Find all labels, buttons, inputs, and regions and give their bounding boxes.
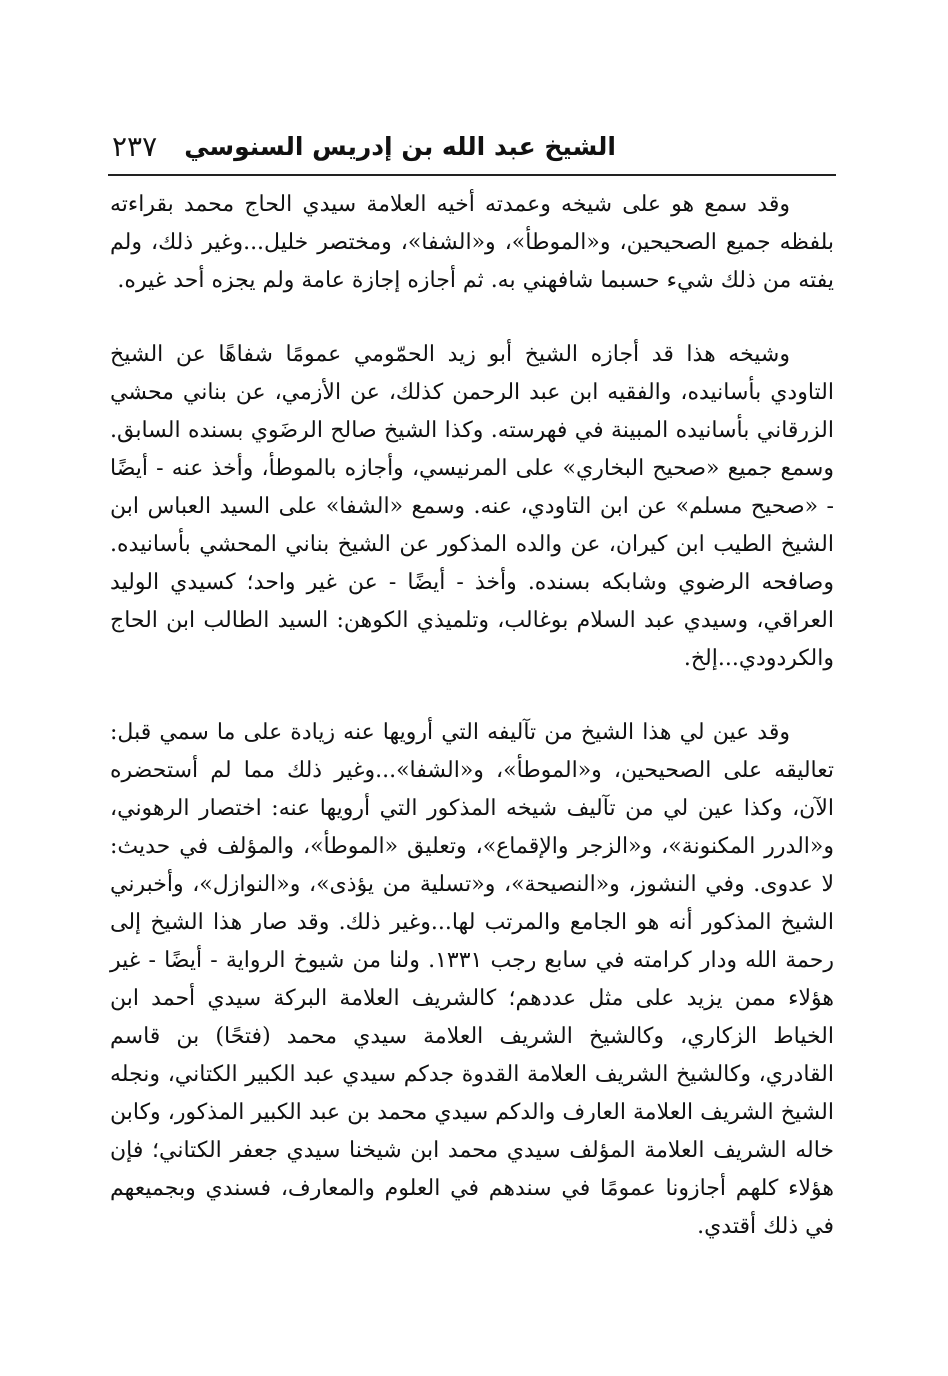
header-rule <box>108 174 836 176</box>
page-header <box>108 128 836 172</box>
running-title: الشيخ عبد الله بن إدريس السنوسي <box>184 132 616 161</box>
body-text <box>110 186 834 1246</box>
paragraph-1: وقد سمع هو على شيخه وعمدته أخيه العلامة سيدي الحاج محمد بقراءته بلفظه جميع الصحيحين، و«الموطأ»، و«الشفا»، ومختصر خليل...وغير ذلك، ولم يفته من ذلك شيء حسبما شافهني به. ثم أجازه إجازة عامة ولم يجزه أحد غيره. <box>110 192 834 293</box>
page-number: ٢٣٧ <box>112 130 158 163</box>
paragraph-3: وقد عين لي هذا الشيخ من تآليفه التي أرويها عنه زيادة على ما سمي قبل: تعاليقه على الصحيحين، و«الموطأ»، و«الشفا»...وغير ذلك مما لم أستحضره الآن، وكذا عين لي من تآليف شيخه المذكور التي أرويها عنه: اختصار الرهوني، و«الدرر المكنونة»، و«الزجر والإقماع»، وتعليق «الموطأ»، والمؤلف في حديث: لا عدوى. وفي النشوز، و«النصيحة»، و«تسلية من يؤذى»، و«النوازل»، وأخبرني الشيخ المذكور أنه هو الجامع والمرتب لها...وغير ذلك. وقد صار هذا الشيخ إلى رحمة الله ودار كرامته في سابع رجب ١٣٣١. ولنا من شيوخ الرواية - أيضًا - غير هؤلاء ممن يزيد على مثل عددهم؛ كالشريف العلامة البركة سيدي أحمد ابن الخياط الزكاري، وكالشيخ الشريف العلامة سيدي محمد (فتحًا) بن قاسم القادري، وكالشيخ الشريف العلامة القدوة جدكم سيدي عبد الكبير الكتاني، ونجله الشيخ الشريف العلامة العارف والدكم سيدي محمد بن عبد الكبير المذكور، وكابن خاله الشريف العلامة المؤلف سيدي محمد ابن شيخنا سيدي جعفر الكتاني؛ فإن هؤلاء كلهم أجازونا عمومًا في سندهم في العلوم والمعارف، فسندي وبجميعهم في ذلك أقتدي. <box>110 720 835 1239</box>
paragraph-2: وشيخه هذا قد أجازه الشيخ أبو زيد الحمّومي عمومًا شفاهًا عن الشيخ التاودي بأسانيده، والفقيه ابن عبد الرحمن كذلك، عن الأزمي، عن بناني محشي الزرقاني بأسانيده المبينة في فهرسته. وكذا الشيخ صالح الرضَوي بسنده السابق. وسمع جميع «صحيح البخاري» على المرنيسي، وأجازه بالموطأ، وأخذ عنه - أيضًا - «صحيح مسلم» عن ابن التاودي، عنه. وسمع «الشفا» على السيد العباس ابن الشيخ الطيب ابن كيران، عن والده المذكور عن الشيخ بناني المحشي بأسانيده. وصافحه الرضوي وشابكه بسنده. وأخذ - أيضًا - عن غير واحد؛ كسيدي الوليد العراقي، وسيدي عبد السلام بوغالب، وتلميذي الكوهن: السيد الطالب ابن الحاج والكردودي...إلخ. <box>110 342 834 671</box>
